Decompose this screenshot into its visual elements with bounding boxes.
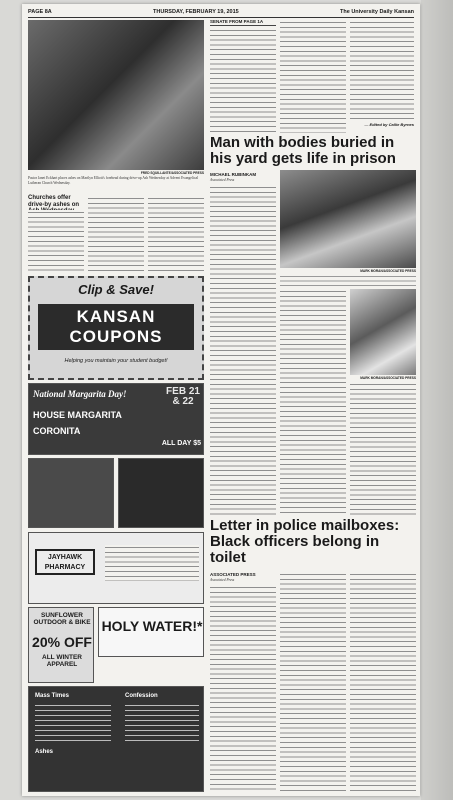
confession-schedule xyxy=(125,703,199,743)
senate-jump-header: SENATE FROM PAGE 1A xyxy=(210,19,276,26)
churches-text-col2 xyxy=(88,196,144,272)
jayhawk-pharmacy-ad[interactable] xyxy=(28,532,204,604)
senate-col2 xyxy=(280,20,346,133)
restaurant-ad[interactable] xyxy=(28,458,114,528)
main-byline: MICHAEL RUBINKAM xyxy=(210,172,257,177)
newspaper-page xyxy=(22,4,420,796)
jayhawk-logo-text: JAYHAWK PHARMACY xyxy=(35,549,95,575)
mailbox-agency: Associated Press xyxy=(210,578,235,582)
clip-save-text: Clip & Save! xyxy=(78,282,154,297)
courtroom-photo-caption xyxy=(280,274,416,286)
margarita-date: FEB 21 & 22 xyxy=(166,386,200,407)
churches-headline: Churches offer drive-by ashes on xyxy=(28,195,80,208)
mailbox-col2 xyxy=(280,572,346,792)
main-col1 xyxy=(210,185,276,515)
main-col3 xyxy=(350,382,416,515)
main-agency: Associated Press xyxy=(210,178,235,182)
mailbox-col3 xyxy=(350,572,416,792)
margarita-title: National Margarita Day! xyxy=(33,389,127,399)
margarita-ad[interactable] xyxy=(28,383,204,455)
courtroom-photo xyxy=(280,170,416,268)
courtroom-photo-credit: MARK MORAN/ASSOCIATED PRESS xyxy=(360,269,416,273)
mass-schedule xyxy=(35,703,111,743)
senate-col3 xyxy=(350,20,414,120)
ash-wednesday-photo xyxy=(28,20,204,170)
sunflower-discount: 20% OFF xyxy=(32,634,92,650)
mugshot-credit: MARK MORAN/ASSOCIATED PRESS xyxy=(360,376,416,380)
coronita: CORONITA xyxy=(33,426,81,436)
coupons-tagline: Helping you maintain your student budget! xyxy=(64,358,168,364)
mass-times-label: Mass Times xyxy=(35,693,69,699)
holy-water-text: HOLY WATER!* xyxy=(101,618,203,634)
paper-name: The University Daily Kansan xyxy=(340,8,414,15)
sunflower-name: SUNFLOWER OUTDOOR & BIKE xyxy=(33,612,91,626)
coupons-text: COUPONS xyxy=(69,327,163,346)
churches-text-col3 xyxy=(148,196,204,272)
photo-credit: FRED SQUILLANTE/ASSOCIATED PRESS xyxy=(140,171,204,175)
house-margarita: HOUSE MARGARITA xyxy=(33,410,122,420)
mass-times-ad[interactable] xyxy=(28,686,204,792)
folio xyxy=(28,6,414,18)
sunflower-ad[interactable] xyxy=(28,607,94,683)
mailbox-col1 xyxy=(210,585,276,792)
page-number: PAGE 8A xyxy=(28,8,52,15)
senate-col1 xyxy=(210,28,276,133)
margarita-price: ALL DAY $5 xyxy=(161,440,201,447)
holy-water-ad[interactable] xyxy=(98,607,204,657)
mailbox-headline: Letter in police mailboxes: Black officers belong in toilet xyxy=(210,517,400,566)
issue-date: THURSDAY, FEBRUARY 19, 2015 xyxy=(153,8,239,15)
restaurant-ad-2[interactable] xyxy=(118,458,204,528)
confession-label: Confession xyxy=(125,693,158,699)
churches-text-col1 xyxy=(28,210,84,272)
kansan-coupons-ad[interactable] xyxy=(28,276,204,380)
mailbox-byline: ASSOCIATED PRESS xyxy=(210,572,256,577)
main-col2 xyxy=(280,289,346,515)
sunflower-apparel: ALL WINTER APPAREL xyxy=(42,654,82,668)
main-headline: Man with bodies buried in his yard gets life in prison xyxy=(210,134,396,167)
page-fold xyxy=(421,0,453,800)
photo-caption: Pastor Janet Eckhart places ashes on Marilyn Elliott's forehead during drive-up Ash Wednesday at Advent Evangelical Lutheran Church Wednesday. xyxy=(28,176,199,185)
senate-signoff: — Edited by Callie Byrnes xyxy=(364,122,414,127)
mugshot-photo xyxy=(350,289,416,375)
ashes-label: Ashes xyxy=(35,749,54,755)
pharmacy-details xyxy=(105,545,199,581)
kansan-text: KANSAN xyxy=(76,307,156,326)
